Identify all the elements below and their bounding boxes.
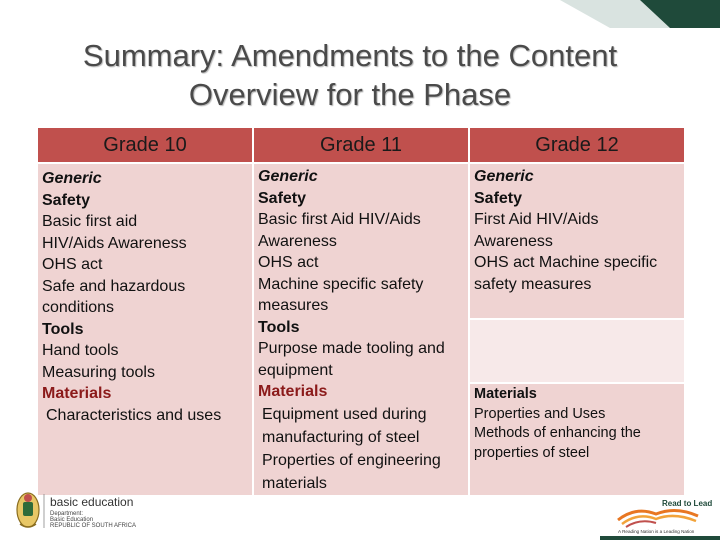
corner-decoration [520, 0, 720, 28]
g11-safety-item: OHS act [258, 254, 319, 271]
coat-of-arms-icon [17, 493, 39, 527]
logo-right-tagline: A Reading Nation is a Leading Nation [618, 529, 695, 534]
header-grade-11: Grade 11 [253, 127, 469, 163]
g12-materials-item: Properties and Uses [474, 405, 606, 422]
page-title [30, 36, 670, 114]
g12-safety-item: OHS act Machine specific safety measures [474, 254, 658, 293]
open-book-icon [618, 510, 698, 527]
g12-safety: Safety [474, 189, 523, 207]
g11-safety-item: Machine specific safety measures [258, 275, 424, 314]
grade-12-safety-cell [469, 163, 685, 319]
g11-tools: Tools [258, 318, 300, 336]
g10-safety-item: HIV/Aids Awareness [42, 234, 187, 252]
g12-safety-item: First Aid HIV/Aids Awareness [474, 211, 599, 250]
g10-generic: Generic [42, 170, 102, 187]
logo-right-name: Read to Lead [662, 499, 713, 508]
g10-tools: Tools [42, 320, 84, 338]
g12-materials-item: Methods of enhancing the properties of steel [474, 425, 641, 461]
g11-safety: Safety [258, 189, 307, 207]
grade-12-tools-cell [469, 319, 685, 384]
g11-materials: Materials [258, 383, 328, 400]
g10-safety-item: Basic first aid [42, 213, 138, 230]
g11-materials-item: Properties of engineering materials [262, 451, 441, 492]
grade-10-cell [37, 163, 253, 496]
g12-materials: Materials [474, 386, 537, 403]
grade-12-materials-cell [469, 383, 685, 495]
logo-left-sub: Basic Education [50, 517, 94, 523]
g10-materials: Materials [42, 385, 112, 402]
content-table [36, 126, 686, 497]
g10-safety: Safety [42, 191, 91, 209]
g10-tools-item: Hand tools [42, 342, 119, 359]
table-row [37, 163, 685, 319]
g10-materials-item: Characteristics and uses [46, 406, 222, 424]
g10-safety-item: OHS act [42, 256, 103, 273]
g10-safety-item: Safe and hazardous conditions [42, 277, 186, 316]
basic-education-logo [14, 490, 214, 532]
header-row [37, 127, 685, 163]
g11-materials-item: Equipment used during manufacturing of steel [262, 405, 427, 446]
title-line-1: Summary: Amendments to the Content [82, 38, 618, 73]
g11-tools-item: Purpose made tooling and equipment [258, 340, 445, 379]
title-line-2: Overview for the Phase [188, 77, 512, 112]
logo-left-sub: Department: [50, 511, 84, 517]
g11-safety-item: Basic first Aid HIV/Aids Awareness [258, 211, 421, 250]
grade-11-cell [253, 163, 469, 496]
header-grade-10: Grade 10 [37, 127, 253, 163]
g12-generic: Generic [474, 168, 534, 185]
g10-tools-item: Measuring tools [42, 363, 155, 381]
logo-left-sub: REPUBLIC OF SOUTH AFRICA [50, 523, 137, 529]
logo-left-name: basic education [50, 495, 134, 509]
read-to-lead-logo [616, 494, 716, 534]
header-grade-12: Grade 12 [469, 127, 685, 163]
g11-generic: Generic [258, 168, 318, 185]
bottom-bar [0, 536, 720, 540]
